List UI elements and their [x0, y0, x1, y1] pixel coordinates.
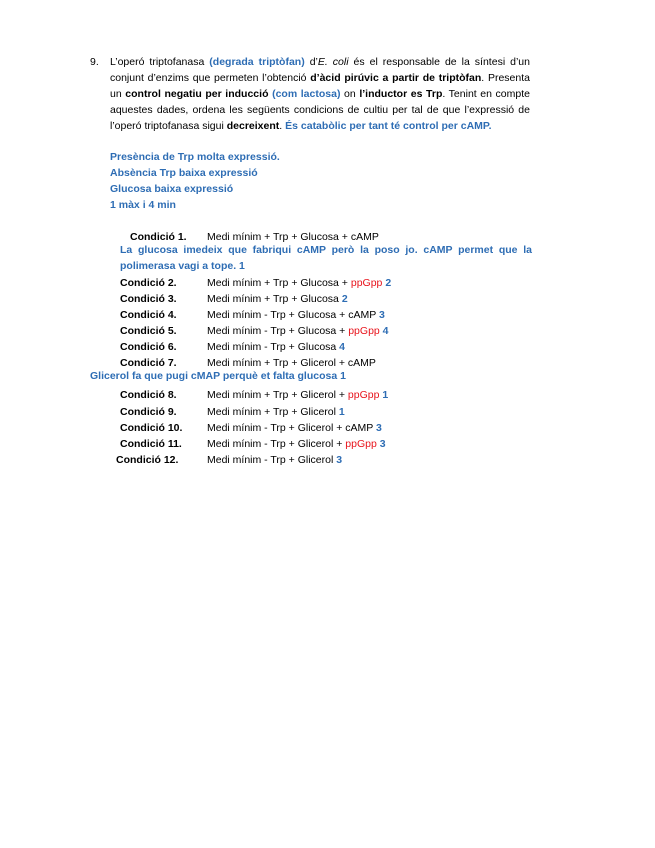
question-segment: . Presenta un: [110, 72, 530, 100]
condition-score: 2: [341, 293, 348, 305]
condition-label: Condició 8.: [120, 389, 177, 401]
question-segment: l’inductor es Trp: [359, 88, 443, 100]
glucose-note: La glucosa imedeix que fabriqui cAMP però la poso jo. cAMP permet que la polimerasa vagi a tope. 1: [120, 244, 532, 272]
condition-medium: [207, 291, 348, 307]
medium-text: Medi mínim + Trp + Glucosa +: [207, 277, 351, 289]
question-segment: on: [340, 88, 360, 100]
condition-score: 2: [385, 277, 392, 289]
question-segment: . Tenint en compte aquestes dades, ordena les següents condicions de cultiu per tal de que l’expressió de l’operó triptofanasa sigui: [110, 88, 530, 132]
question-segment: (com lactosa): [272, 88, 341, 100]
medium-text: Medi mínim - Trp + Glucosa: [207, 341, 337, 353]
condition-medium: [207, 339, 345, 355]
condition-score: 1: [338, 406, 345, 418]
condition-score: 3: [336, 454, 343, 466]
condition-label: Condició 4.: [120, 309, 177, 321]
condition-medium: [207, 452, 342, 468]
condition-label: Condició 1.: [130, 231, 187, 243]
medium-text: Medi mínim - Trp + Glicerol + cAMP: [207, 422, 374, 434]
condition-label: Condició 2.: [120, 277, 177, 289]
answer-line: Presència de Trp molta expressió.: [110, 151, 280, 163]
question-segment: d’àcid pirúvic a partir de triptòfan: [310, 72, 482, 84]
question-segment: decreixent: [226, 120, 280, 132]
condition-label: Condició 12.: [116, 454, 179, 466]
condition-score: 4: [339, 341, 346, 353]
condition-medium: [207, 436, 386, 452]
medium-text: Medi mínim - Trp + Glicerol: [207, 454, 334, 466]
question-segment: E. coli: [317, 56, 349, 68]
question-segment: L’operó triptofanasa: [110, 56, 210, 68]
condition-medium: [207, 387, 388, 403]
question-text: [110, 54, 530, 134]
medium-text: Medi mínim - Trp + Glucosa +: [207, 325, 349, 337]
condition-label: Condició 9.: [120, 406, 177, 418]
medium-text: Medi mínim + Trp + Glucosa: [207, 293, 339, 305]
condition-medium: [207, 323, 389, 339]
question-segment: control negatiu per inducció: [125, 88, 269, 100]
ppgpp-text: ppGpp: [348, 325, 380, 337]
question-segment: (degrada triptòfan): [209, 56, 305, 68]
condition-score: 3: [379, 438, 386, 450]
condition-label: Condició 7.: [120, 357, 177, 369]
question-number: 9.: [90, 56, 99, 68]
question-segment: És catabòlic per tant té control per cAMP.: [285, 120, 492, 132]
ppgpp-text: ppGpp: [347, 389, 380, 401]
condition-medium: [207, 307, 385, 323]
answer-line: Absència Trp baixa expressió: [110, 167, 258, 179]
question-segment: d’: [304, 56, 318, 68]
glycerol-note: Glicerol fa que pugi cMAP perquè et falta glucosa 1: [90, 370, 346, 382]
medium-text: Medi mínim + Trp + Glicerol + cAMP: [207, 357, 376, 369]
condition-label: Condició 10.: [120, 422, 183, 434]
medium-text: Medi mínim + Trp + Glicerol +: [207, 389, 348, 401]
condition-medium: [207, 275, 391, 291]
condition-label: Condició 6.: [120, 341, 177, 353]
medium-text: Medi mínim + Trp + Glicerol: [207, 406, 336, 418]
answer-line: 1 màx i 4 min: [110, 199, 176, 211]
ppgpp-text: ppGpp: [345, 438, 377, 450]
condition-label: Condició 3.: [120, 293, 177, 305]
condition-score: 1: [382, 389, 389, 401]
medium-text: Medi mínim + Trp + Glucosa + cAMP: [207, 231, 379, 243]
question-segment: .: [279, 120, 286, 132]
condition-score: 4: [382, 325, 389, 337]
ppgpp-text: ppGpp: [350, 277, 383, 289]
condition-label: Condició 5.: [120, 325, 177, 337]
condition-label: Condició 11.: [120, 438, 182, 450]
question-segment: és el responsable de la síntesi d’un conjunt d’enzims que permeten l’obtenció: [110, 56, 530, 84]
condition-score: 3: [378, 309, 385, 321]
medium-text: Medi mínim - Trp + Glucosa + cAMP: [207, 309, 377, 321]
answer-line: Glucosa baixa expressió: [110, 183, 234, 195]
condition-medium: [207, 404, 345, 420]
medium-text: Medi mínim - Trp + Glicerol +: [207, 438, 346, 450]
condition-score: 3: [376, 422, 382, 434]
condition-medium: [207, 420, 382, 436]
